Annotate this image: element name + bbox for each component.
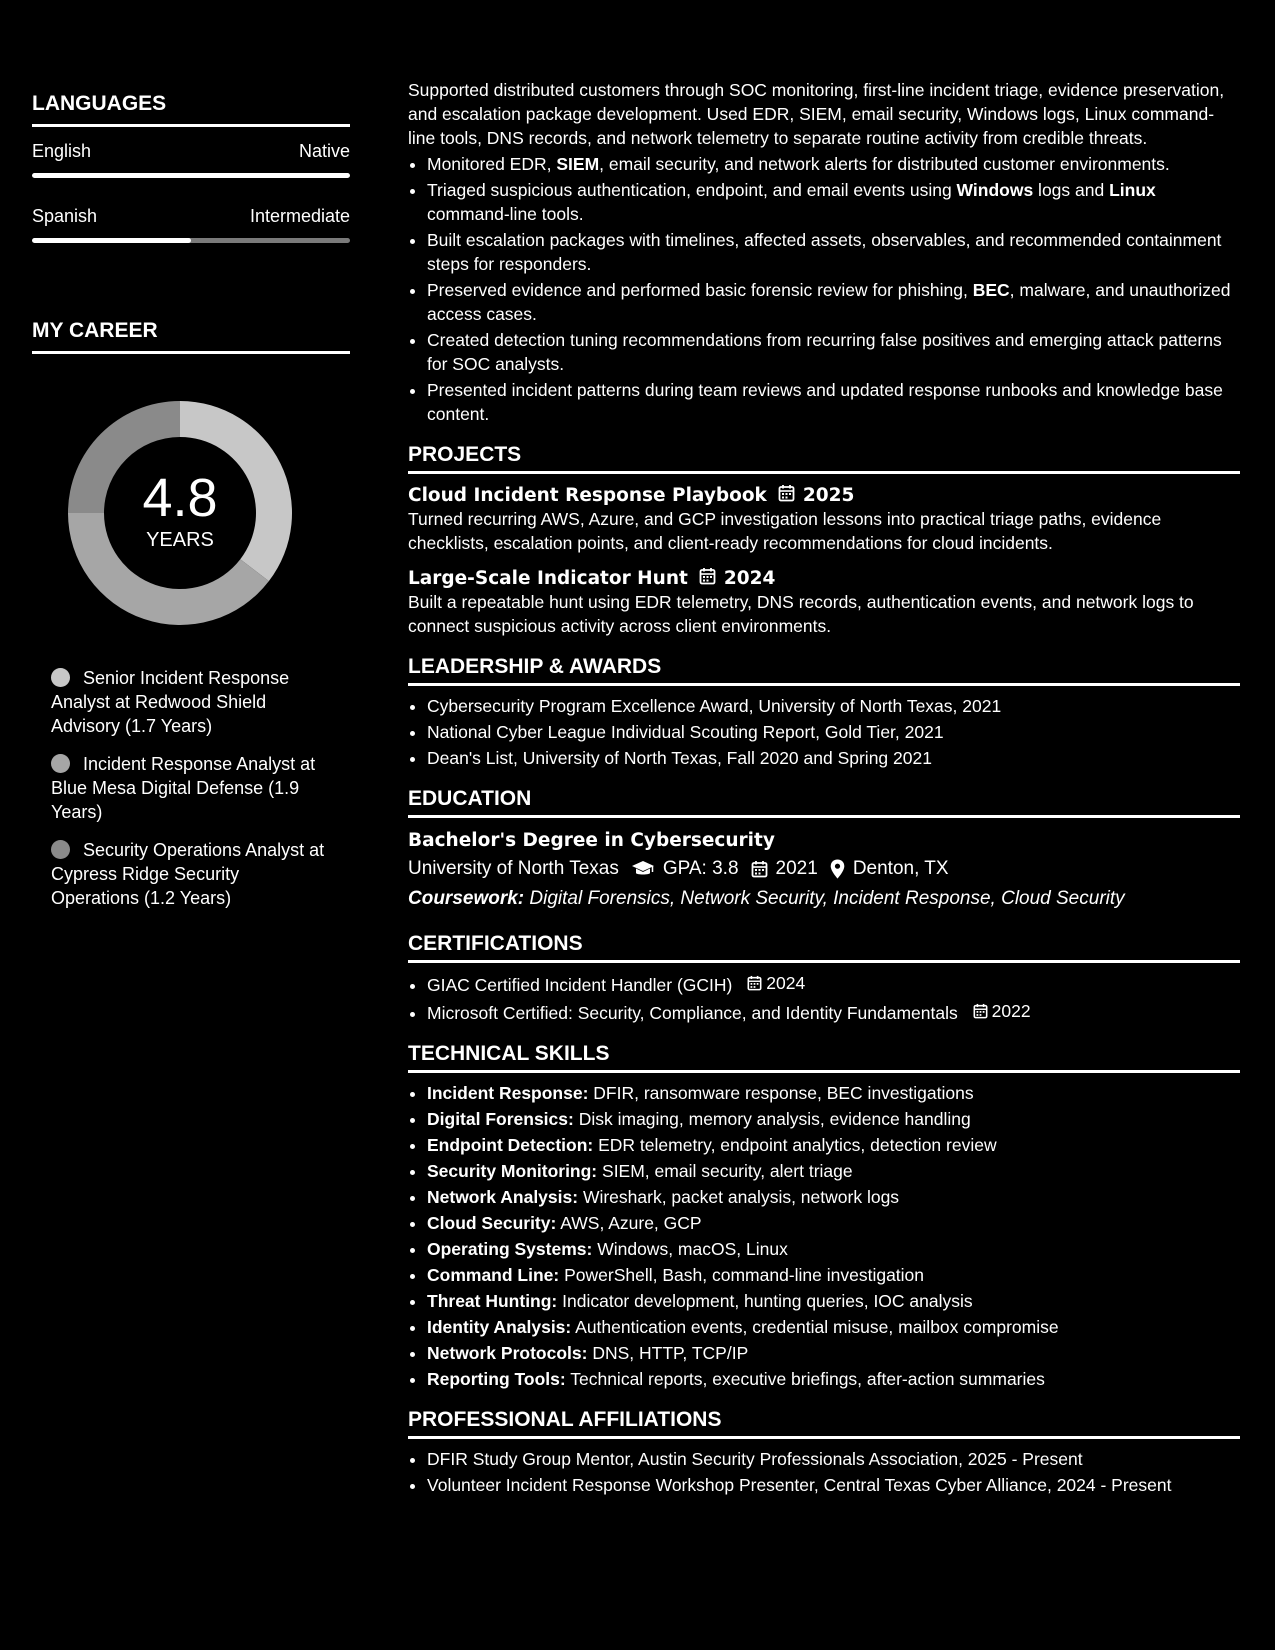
skill-item <box>427 1107 1240 1131</box>
bullet-text: Presented incident patterns during team reviews and updated response runbooks and knowledge base content. <box>427 380 1223 424</box>
bullet-text: , email security, and network alerts for distributed customer environments. <box>599 154 1170 174</box>
skill-label: Threat Hunting: <box>427 1291 558 1311</box>
coursework-list: Digital Forensics, Network Security, Incident Response, Cloud Security <box>529 888 1125 909</box>
leadership-list <box>408 694 1240 770</box>
career-item-text: Senior Incident Response Analyst at Redwood Shield Advisory (1.7 Years) <box>51 668 290 736</box>
experience-bullet <box>427 378 1240 426</box>
bullet-keyword: SIEM <box>556 154 600 174</box>
skill-item <box>427 1289 1240 1313</box>
language-spanish <box>32 206 350 243</box>
language-level: Native <box>298 141 350 161</box>
affiliation-item: • DFIR Study Group Mentor, Austin Security Professionals Association, 2025 - Present <box>427 1447 1240 1471</box>
skill-item <box>427 1159 1240 1183</box>
language-level: Intermediate <box>249 206 350 226</box>
calendar-icon <box>699 567 716 590</box>
skill-item <box>427 1081 1240 1105</box>
languages-heading: LANGUAGES <box>32 92 350 127</box>
skill-item <box>427 1367 1240 1391</box>
school-name: University of North Texas <box>408 858 619 879</box>
bullet-text: Triaged suspicious authentication, endpoint, and email events using <box>427 180 957 200</box>
leadership-heading: LEADERSHIP & AWARDS <box>408 655 1240 686</box>
certification-name: GIAC Certified Incident Handler (GCIH) <box>427 975 733 995</box>
skill-item <box>427 1315 1240 1339</box>
career-total-unit: YEARS <box>146 528 214 551</box>
coursework <box>408 888 1240 910</box>
skill-item <box>427 1133 1240 1157</box>
career-item-text: Incident Response Analyst at Blue Mesa Digital Defense (1.9 Years) <box>51 754 316 822</box>
leadership-item: • National Cyber League Individual Scouting Report, Gold Tier, 2021 <box>427 720 1240 744</box>
skill-value: DNS, HTTP, TCP/IP <box>592 1343 749 1363</box>
career-dot-icon <box>51 668 70 687</box>
education-heading: EDUCATION <box>408 787 1240 818</box>
skill-label: Network Protocols: <box>427 1343 588 1363</box>
school-location: Denton, TX <box>852 858 949 879</box>
skill-value: PowerShell, Bash, command-line investigation <box>564 1265 925 1285</box>
gpa: GPA: 3.8 <box>662 858 739 879</box>
bullet-text: command-line tools. <box>427 204 584 224</box>
skill-item <box>427 1185 1240 1209</box>
graduation-year: 2021 <box>775 858 818 879</box>
skill-label: Endpoint Detection: <box>427 1135 594 1155</box>
experience-bullet <box>427 328 1240 376</box>
certification-name: Microsoft Certified: Security, Compliance, and Identity Fundamentals <box>427 1003 958 1023</box>
language-proficiency-bar <box>32 173 350 178</box>
language-name: Spanish <box>32 206 98 226</box>
graduation-cap-icon <box>631 860 655 878</box>
skill-label: Network Analysis: <box>427 1187 579 1207</box>
bullet-keyword: Windows <box>956 180 1034 200</box>
career-dot-icon <box>51 754 70 773</box>
skill-value: Wireshark, packet analysis, network logs <box>582 1187 900 1207</box>
skill-label: Digital Forensics: <box>427 1109 574 1129</box>
skill-value: Disk imaging, memory analysis, evidence handling <box>578 1109 971 1129</box>
skills-list <box>408 1081 1240 1391</box>
skill-label: Reporting Tools: <box>427 1369 566 1389</box>
skill-value: EDR telemetry, endpoint analytics, detection review <box>598 1135 997 1155</box>
skill-value: SIEM, email security, alert triage <box>602 1161 853 1181</box>
projects-heading: PROJECTS <box>408 443 1240 474</box>
affiliation-item: • Volunteer Incident Response Workshop Presenter, Central Texas Cyber Alliance, 2024 - Present <box>427 1473 1240 1497</box>
calendar-icon <box>778 484 795 507</box>
education-meta <box>408 858 1240 880</box>
project-title: Large-Scale Indicator Hunt <box>408 568 688 589</box>
location-pin-icon <box>830 859 845 879</box>
career-heading: MY CAREER <box>32 319 350 354</box>
career-item-text: Security Operations Analyst at Cypress Ridge Security Operations (1.2 Years) <box>51 840 325 908</box>
project-title-row <box>408 484 1240 507</box>
project-year: 2024 <box>723 568 776 589</box>
experience-bullet <box>427 152 1240 176</box>
calendar-icon <box>747 975 762 991</box>
skill-value: AWS, Azure, GCP <box>560 1213 702 1233</box>
skill-value: DFIR, ransomware response, BEC investigations <box>593 1083 974 1103</box>
main-content <box>408 78 1240 1497</box>
sidebar <box>32 92 350 924</box>
career-item <box>51 666 331 738</box>
bullet-text: Built escalation packages with timelines, affected assets, observables, and recommended containment steps for responders. <box>427 230 1222 274</box>
calendar-icon <box>973 1003 988 1019</box>
affiliations-heading: PROFESSIONAL AFFILIATIONS <box>408 1408 1240 1439</box>
bullet-text: , malware, and unauthorized access cases. <box>427 280 1231 324</box>
skill-item <box>427 1211 1240 1235</box>
certifications-list <box>408 971 1240 1025</box>
career-dot-icon <box>51 840 70 859</box>
skill-label: Cloud Security: <box>427 1213 557 1233</box>
language-proficiency-fill <box>32 173 350 178</box>
skills-heading: TECHNICAL SKILLS <box>408 1042 1240 1073</box>
skill-value: Indicator development, hunting queries, IOC analysis <box>562 1291 973 1311</box>
bullet-text: Preserved evidence and performed basic forensic review for phishing, <box>427 280 973 300</box>
experience-bullet <box>427 178 1240 226</box>
certification-item <box>427 999 1240 1025</box>
skill-label: Security Monitoring: <box>427 1161 598 1181</box>
certification-year: 2024 <box>766 973 806 993</box>
project-title-row <box>408 567 1240 590</box>
skill-label: Identity Analysis: <box>427 1317 572 1337</box>
project-description: Built a repeatable hunt using EDR telemetry, DNS records, authentication events, and network logs to connect suspicious activity across client environments. <box>408 592 1194 636</box>
skill-item <box>427 1263 1240 1287</box>
experience-bullets <box>408 152 1240 426</box>
language-name: English <box>32 141 92 161</box>
career-item <box>51 838 331 910</box>
skill-item <box>427 1237 1240 1261</box>
project-year: 2025 <box>802 485 855 506</box>
bullet-text: Monitored EDR, <box>427 154 557 174</box>
experience-bullet <box>427 228 1240 276</box>
certification-item <box>427 971 1240 997</box>
bullet-keyword: BEC <box>972 280 1010 300</box>
skill-value: Windows, macOS, Linux <box>597 1239 788 1259</box>
experience-summary: Supported distributed customers through SOC monitoring, first-line incident triage, evidence preservation, and escalation package development. Used EDR, SIEM, email security, Windows logs, Linux command-line tools, DNS records, and network telemetry to separate routine activity from credible threats. <box>408 80 1225 148</box>
skill-label: Operating Systems: <box>427 1239 593 1259</box>
career-donut-chart <box>65 398 295 628</box>
experience-bullet <box>427 278 1240 326</box>
language-proficiency-fill <box>32 238 191 243</box>
project-description: Turned recurring AWS, Azure, and GCP investigation lessons into practical triage paths, evidence checklists, escalation points, and client-ready recommendations for cloud incidents. <box>408 509 1162 553</box>
career-item <box>51 752 331 824</box>
coursework-label: Coursework: <box>408 888 525 909</box>
skill-label: Incident Response: <box>427 1083 589 1103</box>
skill-item <box>427 1341 1240 1365</box>
affiliations-list <box>408 1447 1240 1497</box>
leadership-item: • Cybersecurity Program Excellence Award, University of North Texas, 2021 <box>427 694 1240 718</box>
bullet-text: logs and <box>1033 180 1110 200</box>
skill-value: Authentication events, credential misuse, mailbox compromise <box>575 1317 1059 1337</box>
language-english <box>32 141 350 178</box>
bullet-keyword: Linux <box>1109 180 1156 200</box>
language-proficiency-bar <box>32 238 350 243</box>
certification-year: 2022 <box>991 1001 1031 1021</box>
calendar-icon <box>751 860 768 878</box>
career-total-value: 4.8 <box>142 467 218 528</box>
leadership-item: • Dean's List, University of North Texas, Fall 2020 and Spring 2021 <box>427 746 1240 770</box>
career-list <box>51 666 331 910</box>
skill-label: Command Line: <box>427 1265 560 1285</box>
bullet-text: Created detection tuning recommendations from recurring false positives and emerging attack patterns for SOC analysts. <box>427 330 1222 374</box>
certifications-heading: CERTIFICATIONS <box>408 932 1240 963</box>
project-title: Cloud Incident Response Playbook <box>408 485 767 506</box>
degree-title: Bachelor's Degree in Cybersecurity <box>408 830 775 851</box>
skill-value: Technical reports, executive briefings, after-action summaries <box>570 1369 1045 1389</box>
